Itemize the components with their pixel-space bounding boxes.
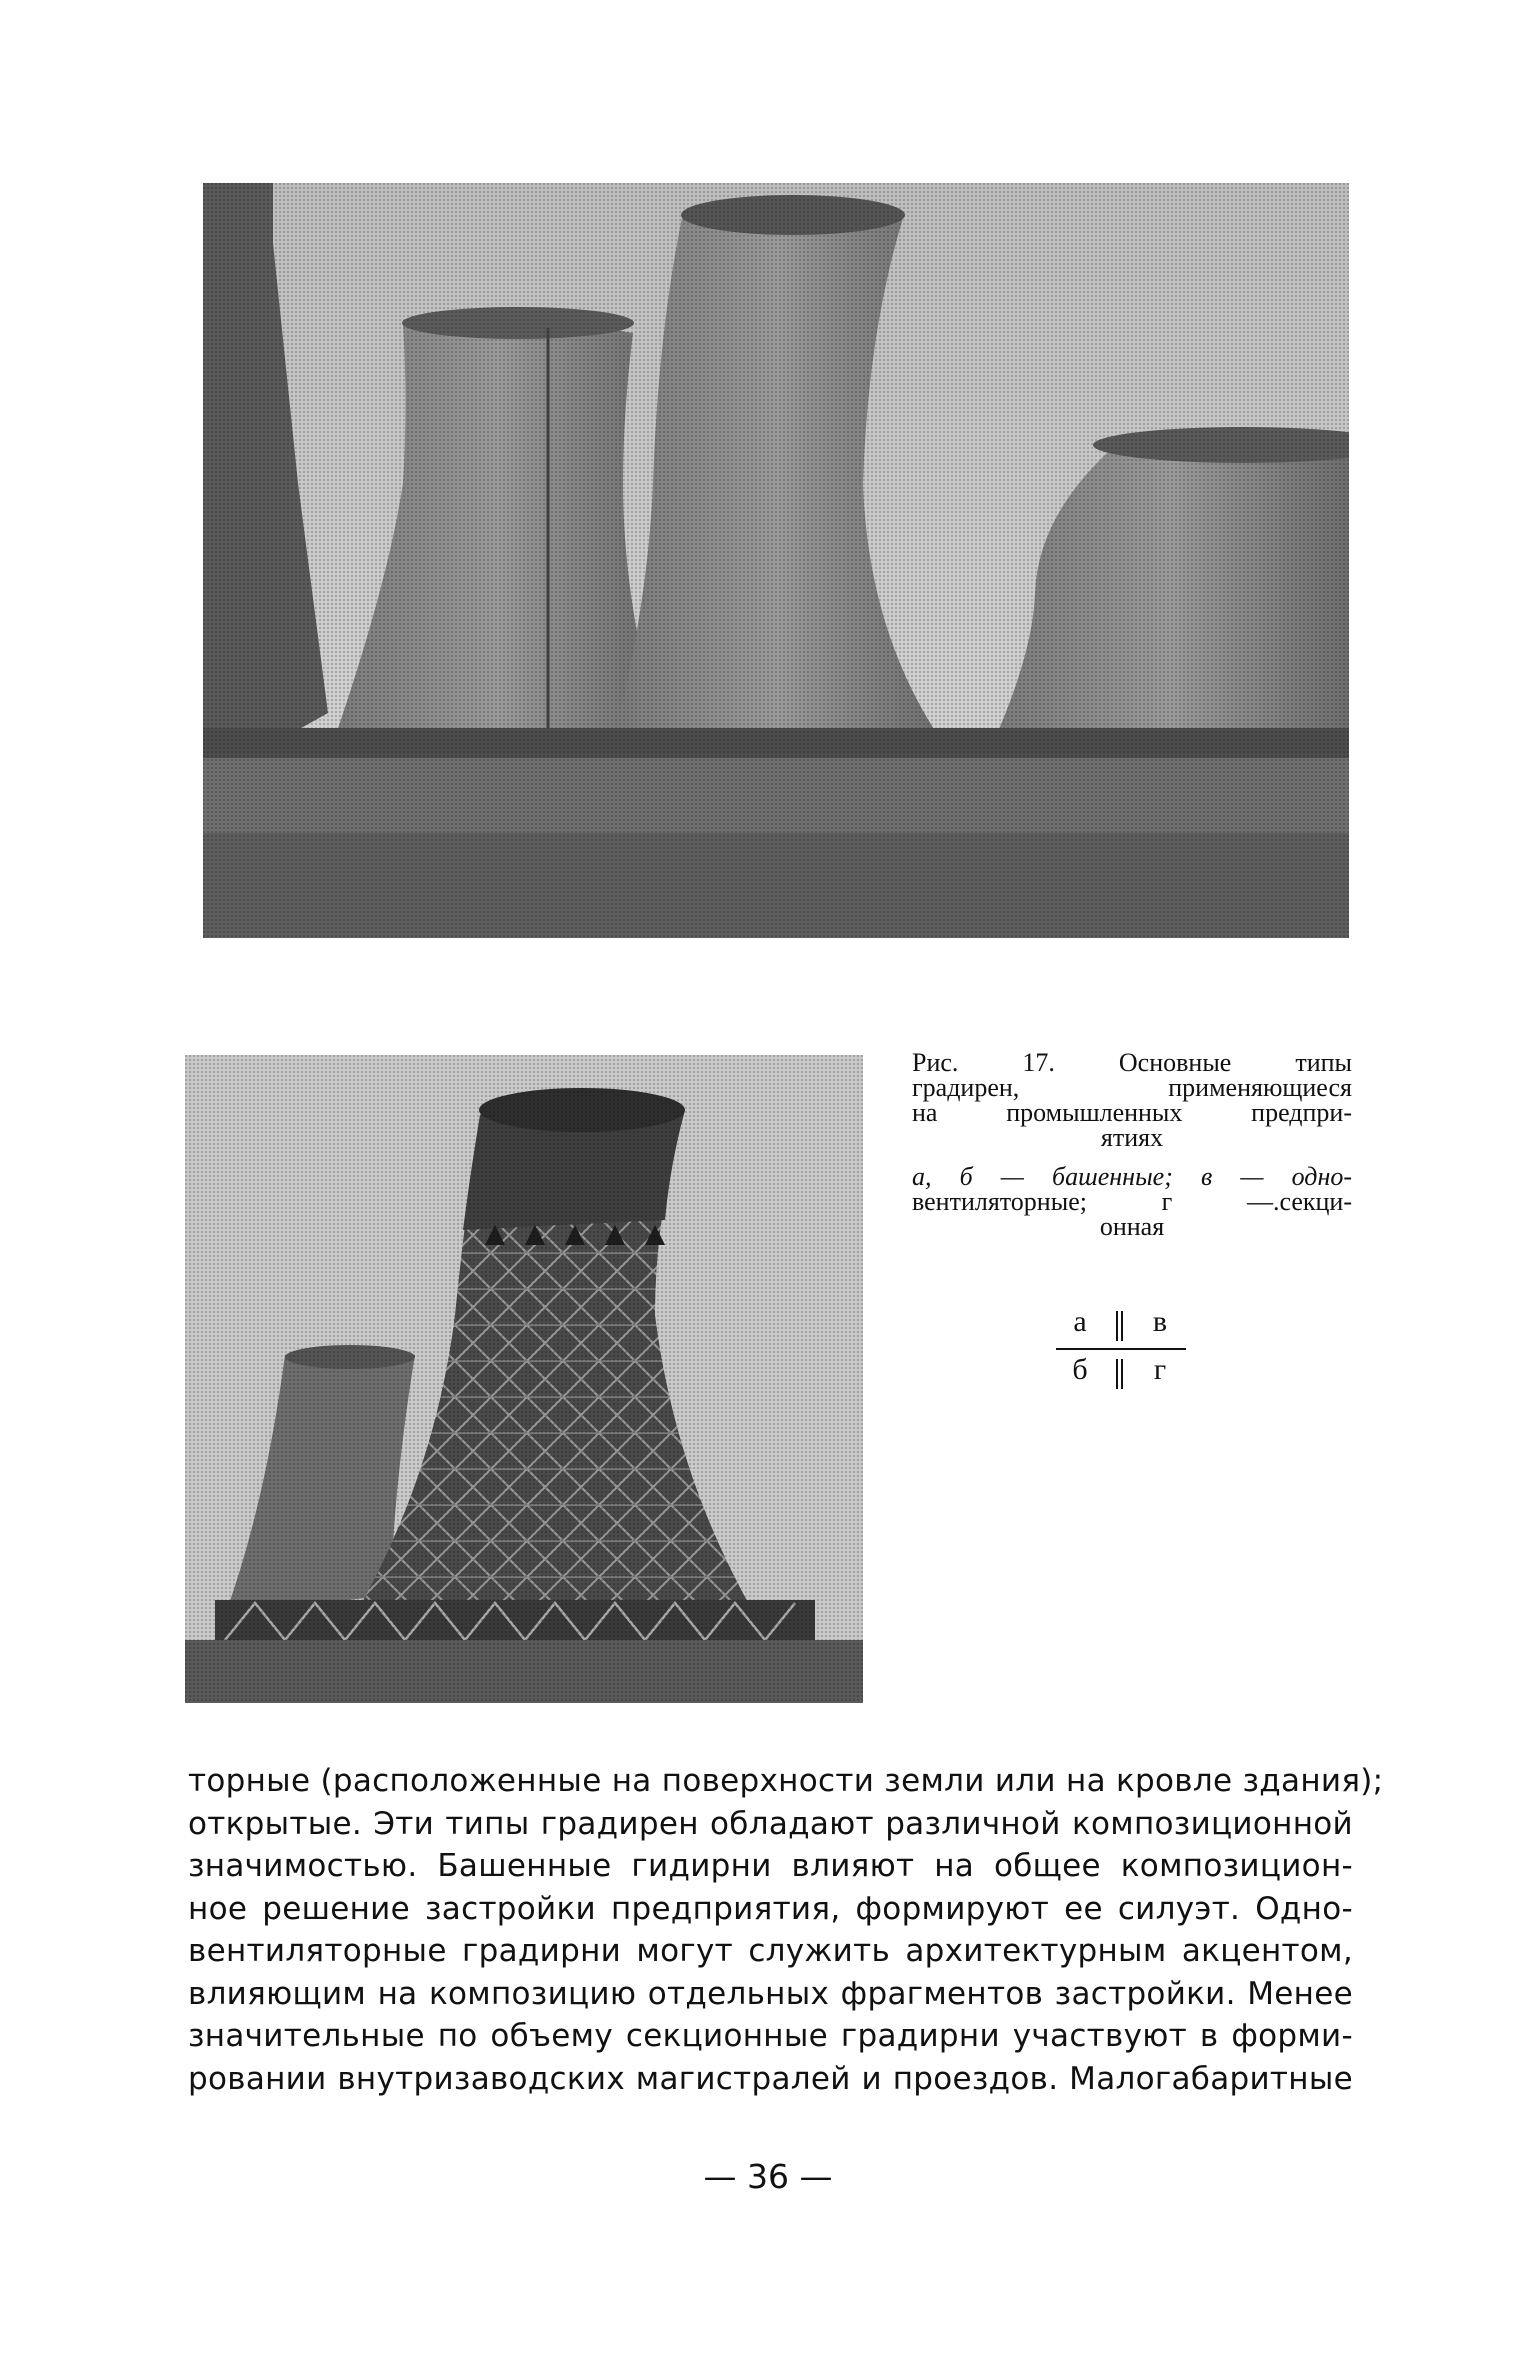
key-divider (1056, 1348, 1186, 1350)
caption-legend-line: а, б — башенные; в — одно- (912, 1162, 1352, 1191)
key-separator (1121, 1311, 1123, 1341)
key-separator (1116, 1359, 1118, 1389)
body-line: ровании внутризаводских магистралей и проездов. Малогабаритные (188, 2060, 1353, 2097)
body-line: открытые. Эти типы градирен обладают различной композиционной (188, 1805, 1353, 1842)
caption-title-line: на промышленных предпри- (912, 1098, 1352, 1127)
caption-legend (912, 1164, 1352, 1239)
figure-photo-top (203, 183, 1349, 938)
caption-title-line: ятиях (1100, 1123, 1164, 1152)
body-line: влияющим на композицию отдельных фрагментов застройки. Менее (188, 1975, 1353, 2012)
body-line: значительные по объему секционные градирни участвуют в форми- (188, 2018, 1353, 2054)
body-paragraph (188, 1760, 1384, 2100)
body-line: вентиляторные градирни могут служить архитектурным акцентом, (188, 1933, 1353, 1969)
figure-layout-key (1050, 1305, 1190, 1395)
key-separator (1121, 1359, 1123, 1389)
caption-title-line: Рис. 17. Основные типы (912, 1048, 1352, 1077)
key-bottom-left: б (1072, 1353, 1088, 1386)
key-bottom-right: г (1153, 1353, 1167, 1386)
caption-title-line: градирен, применяющиеся (912, 1073, 1352, 1102)
body-line: торные (расположенные на поверхности земли или на кровле здания); (188, 1763, 1384, 1799)
caption-legend-line: вентиляторные; г —.секци- (912, 1187, 1352, 1216)
cooling-towers-photo-icon (203, 183, 1349, 938)
figure-photo-bottom (185, 1055, 863, 1703)
body-line: ное решение застройки предприятия, формируют ее силуэт. Одно- (188, 1890, 1353, 1927)
figure-caption (912, 1050, 1352, 1239)
key-top-left: а (1073, 1305, 1087, 1338)
caption-legend-line: онная (1099, 1212, 1165, 1241)
key-separator (1116, 1311, 1118, 1341)
tower-construction-photo-icon (185, 1055, 863, 1703)
page-number: — 36 — (703, 2157, 833, 2196)
key-top-right: в (1152, 1305, 1168, 1338)
body-line: значимостью. Башенные гидирни влияют на общее композицион- (188, 1848, 1353, 1884)
